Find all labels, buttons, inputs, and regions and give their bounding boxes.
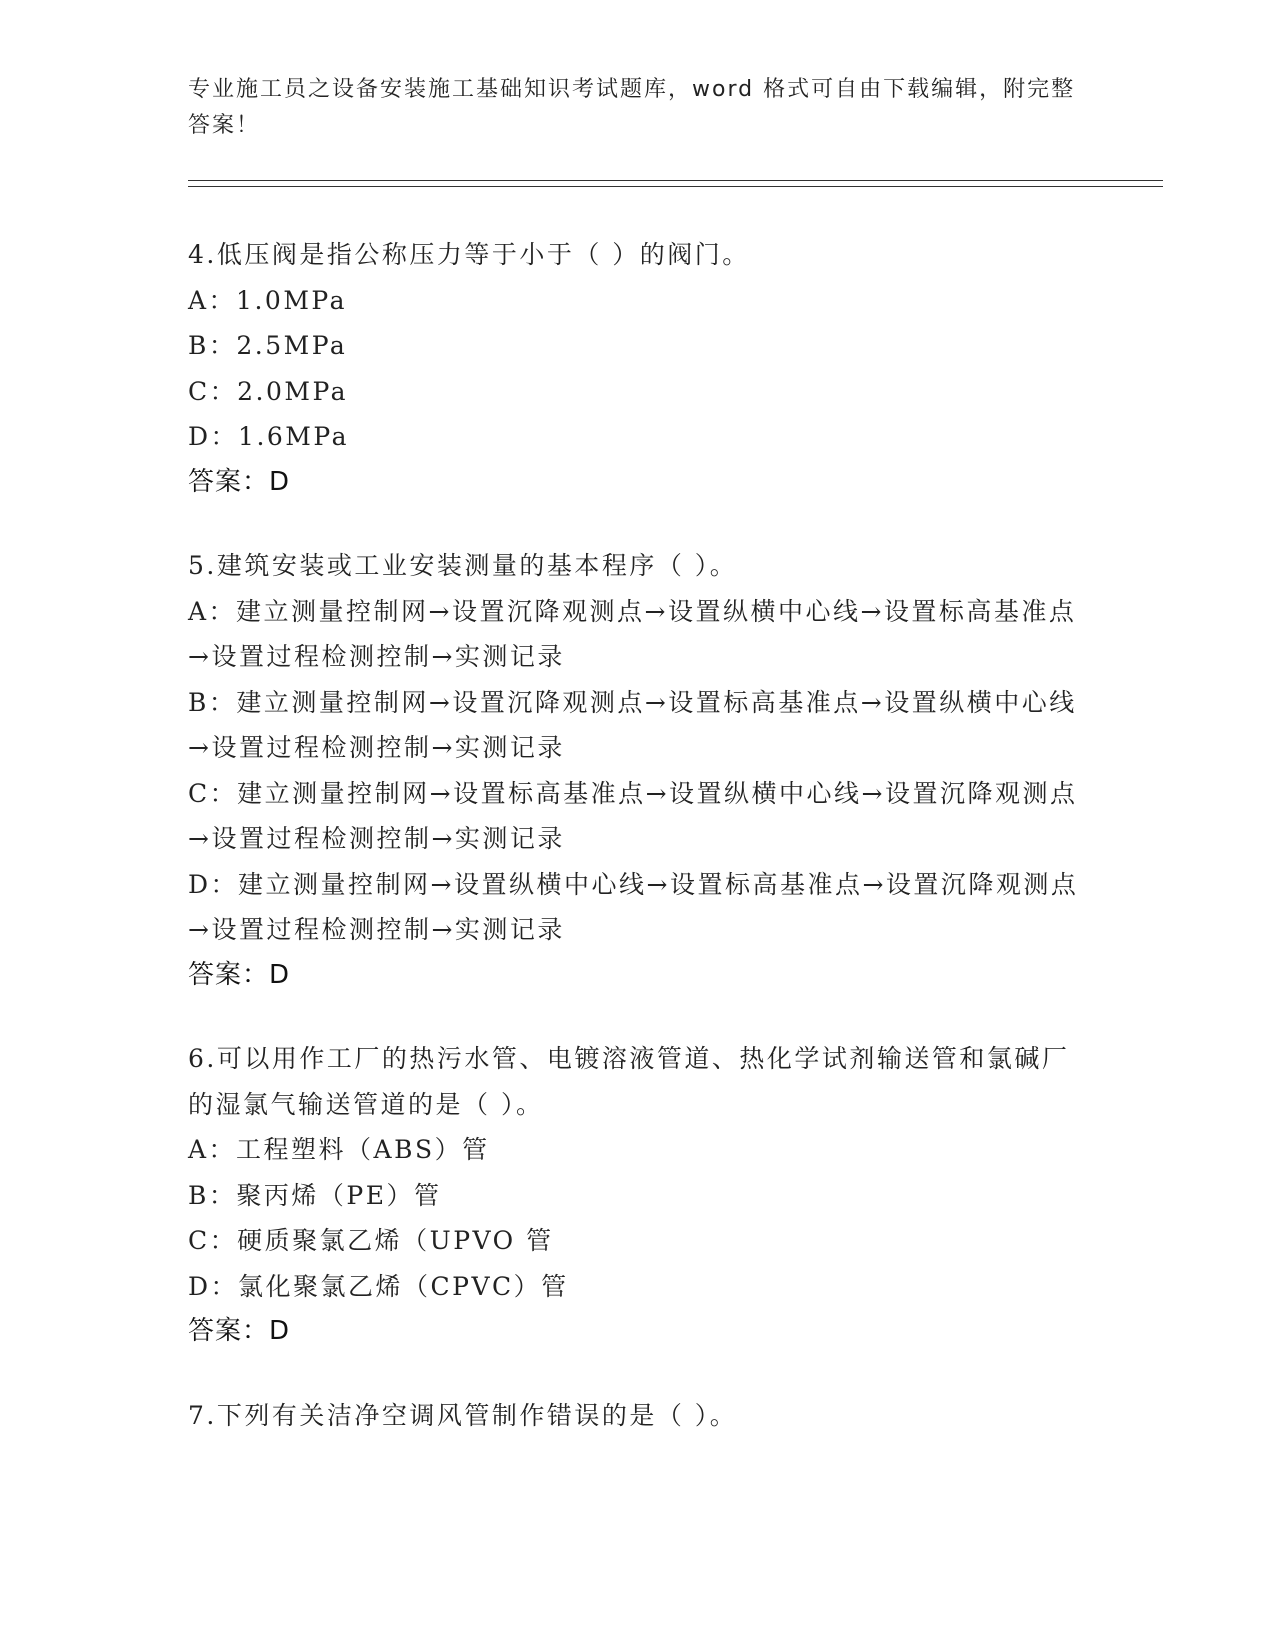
header-divider: [188, 180, 1163, 187]
option-b: B：聚丙烯（PE）管: [188, 1180, 442, 1210]
option-b: B：建立测量控制网→设置沉降观测点→设置标高基准点→设置纵横中心线→设置过程检测控制→实测记录: [188, 687, 1077, 762]
answer-label: 答案：D: [188, 466, 291, 497]
question-stem: 5.建筑安装或工业安装测量的基本程序（ ）。: [188, 551, 738, 580]
question-4: [188, 232, 1088, 505]
option-a: A：建立测量控制网→设置沉降观测点→设置纵横中心线→设置标高基准点→设置过程检测控制→实测记录: [188, 596, 1077, 671]
option-c: C：2.0MPa: [188, 376, 349, 406]
question-list: [188, 232, 1088, 1476]
question-stem: 6.可以用作工厂的热污水管、电镀溶液管道、热化学试剂输送管和氯碱厂的湿氯气输送管道的是（ ）。: [188, 1044, 1070, 1119]
option-d: D：建立测量控制网→设置纵横中心线→设置标高基准点→设置沉降观测点→设置过程检测控制→实测记录: [188, 869, 1079, 944]
header-text: 专业施工员之设备安装施工基础知识考试题库，word 格式可自由下载编辑，附完整答案！: [188, 77, 1076, 138]
question-5: [188, 543, 1088, 998]
option-a: A：工程塑料（ABS）管: [188, 1135, 490, 1164]
option-c: C：建立测量控制网→设置标高基准点→设置纵横中心线→设置沉降观测点→设置过程检测控制→实测记录: [188, 778, 1078, 853]
answer-label: 答案：D: [188, 1316, 291, 1346]
option-c: C：硬质聚氯乙烯（UPVO 管: [188, 1226, 554, 1255]
option-d: D：氯化聚氯乙烯（CPVC）管: [188, 1271, 569, 1301]
question-stem: 7.下列有关洁净空调风管制作错误的是（ ）。: [188, 1400, 738, 1430]
question-6: [188, 1036, 1088, 1355]
option-a: A：1.0MPa: [188, 285, 348, 315]
option-d: D：1.6MPa: [188, 422, 350, 451]
option-b: B：2.5MPa: [188, 331, 348, 360]
question-7: [188, 1393, 1088, 1439]
question-stem: 4.低压阀是指公称压力等于小于（ ）的阀门。: [188, 240, 750, 269]
document-header: [188, 72, 1078, 144]
answer-label: 答案：D: [188, 959, 291, 990]
